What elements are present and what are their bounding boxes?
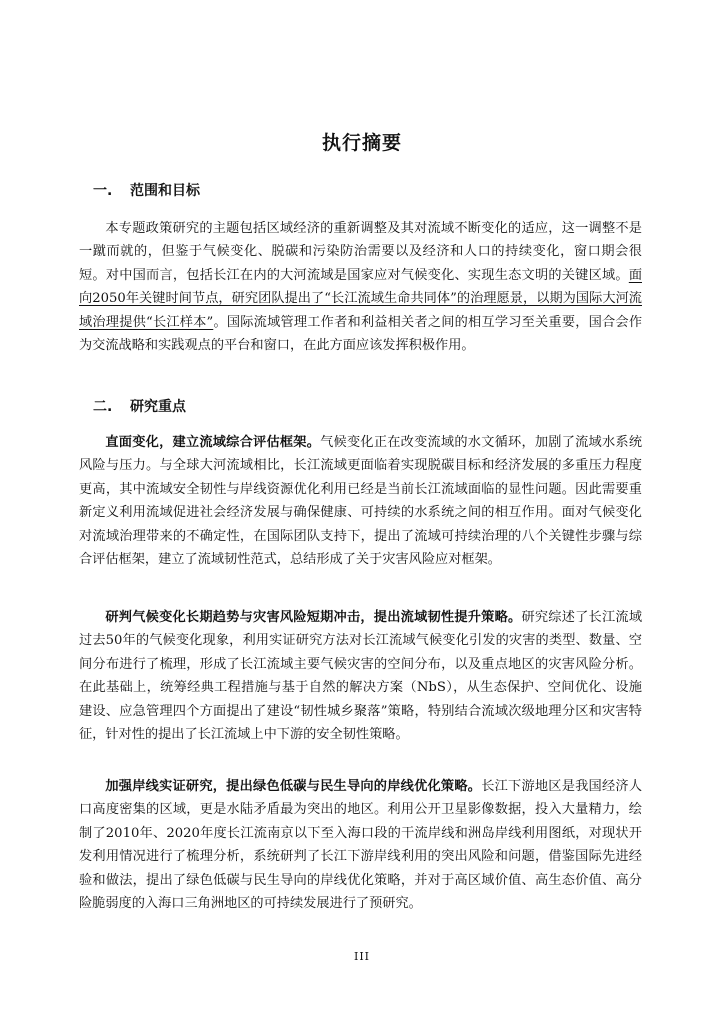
- paragraph-lead: 直面变化，建立流域综合评估框架。: [105, 435, 321, 450]
- paragraph-focus-3: [79, 775, 642, 915]
- paragraph-text: 。国际流域管理工作者和利益相关者之间的相互学习至关重要，国合会作为交流战略和实践观点的平台和窗口，在此方面应该发挥积极作用。: [79, 314, 643, 354]
- paragraph-focus-1: [79, 431, 642, 571]
- paragraph-lead: 研判气候变化长期趋势与灾害风险短期冲击，提出流域韧性提升策略。: [105, 610, 522, 625]
- paragraph-text: 本专题政策研究的主题包括区域经济的重新调整及其对流域不断变化的适应，这一调整不是一蹴而就的，但鉴于气候变化、脱碳和污染防治需要以及经济和人口的持续变化，窗口期会很短。对中国而言，包括长江在内的大河流域是国家应对气候变化、实现生态文明的关键区域。: [79, 221, 642, 283]
- paragraph-focus-2: [79, 606, 642, 746]
- paragraph-lead: 加强岸线实证研究，提出绿色低碳与民生导向的岸线优化策略。: [105, 779, 482, 794]
- page-number: III: [353, 950, 371, 963]
- section-heading-text: 范围和目标: [130, 183, 200, 199]
- page-title: 执行摘要: [321, 132, 402, 154]
- section-heading-scope: [93, 180, 200, 200]
- paragraph-text: 气候变化正在改变流域的水文循环，加剧了流域水系统风险与压力。与全球大河流域相比，长江流域更面临着实现脱碳目标和经济发展的多重压力程度更高，其中流域安全韧性与岸线资源优化利用已经是当前长江流域面临的显性问题。因此需要重新定义利用流域促进社会经济发展与确保健康、可持续的水系统之间的相互作用。面对气候变化对流域治理带来的不确定性，在国际团队支持下，提出了流域可持续治理的八个关键性步骤与综合评估框架，建立了流域韧性范式，总结形成了关于灾害风险应对框架。: [79, 435, 643, 568]
- section-heading-text: 研究重点: [130, 399, 186, 415]
- section-number: 二.: [93, 399, 113, 415]
- paragraph-text: 研究综述了长江流域过去50年的气候变化现象，利用实证研究方法对长江流域气候变化引发的灾害的类型、数量、空间分布进行了梳理，形成了长江流域主要气候灾害的空间分布，以及重点地区的灾害风险分析。在此基础上，统筹经典工程措施与基于自然的解决方案（NbS），从生态保护、空间优化、设施建设、应急管理四个方面提出了建设“韧性城乡聚落”策略，特别结合流域次级地理分区和灾害特征，针对性的提出了长江流域上中下游的安全韧性策略。: [79, 610, 643, 743]
- paragraph-text: 长江下游地区是我国经济人口高度密集的区域，更是水陆矛盾最为突出的地区。利用公开卫星影像数据，投入大量精力，绘制了2010年、2020年度长江流南京以下至入海口段的干流岸线和洲岛岸线利用图纸，对现状开发利用情况进行了梳理分析，系统研判了长江下游岸线利用的突出风险和问题，借鉴国际先进经验和做法，提出了绿色低碳与民生导向的岸线优化策略，并对于高区域价值、高生态价值、高分险脆弱度的入海口三角洲地区的可持续发展进行了预研究。: [79, 779, 643, 912]
- section-number: 一.: [93, 183, 113, 199]
- paragraph-scope: [79, 217, 642, 357]
- underlined-text: 面向2050年关键时间节点，研究团队提出了“长江流域生命共同体”的治理愿景，以期为国际大河流域治理提供“长江样本”: [79, 267, 642, 330]
- section-heading-focus: [93, 396, 186, 416]
